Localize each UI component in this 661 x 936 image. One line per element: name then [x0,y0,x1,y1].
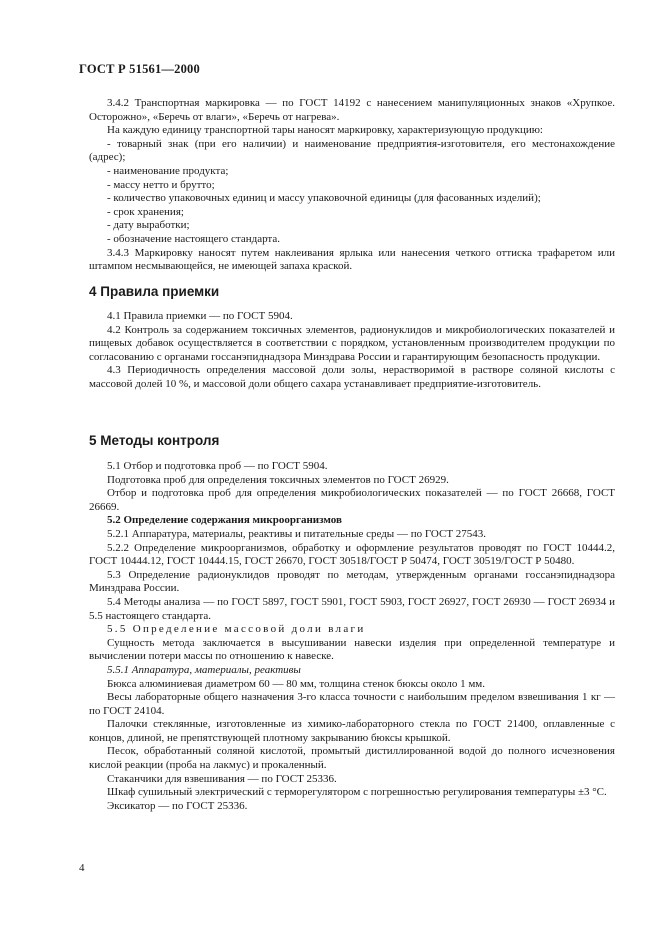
paragraph: 4.3 Периодичность определения массовой доли золы, нерастворимой в растворе соляной кислоты с массовой долей 10 %, и массовой доли общего сахара устанавливает предприятие-изготовитель. [89,364,615,390]
list-item: - товарный знак (при его наличии) и наименование предприятия-изготовителя, его местонахождение (адрес); [89,137,615,164]
list-item: Стаканчики для взвешивания — по ГОСТ 25336. [107,772,337,785]
paragraph: На каждую единицу транспортной тары наносят маркировку, характеризующую продукцию: [107,124,543,137]
paragraph: 5.3 Определение радионуклидов проводят по методам, утвержденным органами госсанэпиднадзора Минздрава России. [89,568,615,595]
list-item: - массу нетто и брутто; [107,178,215,191]
paragraph: 4.2 Контроль за содержанием токсичных элементов, радионуклидов и микробиологических показателей и пищевых добавок осуществляется в соответствии с порядком, установленным производителем продукции по согласованию с органами госсанэпиднадзора Минздрава России и гарантирующим безопасность продукции. [89,323,615,363]
page-number: 4 [79,862,85,874]
list-item: Шкаф сушильный электрический с терморегулятором с погрешностью регулирования температуры ±3 °С. [107,786,607,799]
paragraph: 3.4.3 Маркировку наносят путем наклеивания ярлыка или нанесения четкого оттиска трафаретом или штампом несмывающейся, не имеющей запаха краской. [89,246,615,273]
list-item: Песок, обработанный соляной кислотой, промытый дистиллированной водой до полного исчезновения кислой реакции (проба на лакмус) и прокаленный. [89,745,615,772]
marking-block [89,97,615,274]
subsection-heading: 5.5.1 Аппаратура, материалы, реактивы [107,663,301,676]
section-4 [89,285,615,299]
section-5-body [89,460,615,813]
section-heading: 4 Правила приемки [89,284,220,299]
paragraph: 3.4.2 Транспортная маркировка — по ГОСТ 14192 с нанесением манипуляционных знаков «Хрупкое. Осторожно», «Беречь от влаги», «Беречь от нагрева». [89,97,615,123]
paragraph: 5.1 Отбор и подготовка проб — по ГОСТ 5904. [107,460,328,472]
paragraph: Сущность метода заключается в высушивании навески изделия при определенной температуре и вычислении потери массы по отношению к навеске. [89,636,615,663]
paragraph: Подготовка проб для определения токсичных элементов по ГОСТ 26929. [107,473,449,486]
paragraph: 5.4 Методы анализа — по ГОСТ 5897, ГОСТ 5901, ГОСТ 5903, ГОСТ 26927, ГОСТ 26930 — ГОСТ 26934 и 5.5 настоящего стандарта. [89,595,615,622]
list-item: - дату выработки; [107,219,190,232]
list-item: Бюкса алюминиевая диаметром 60 — 80 мм, толщина стенок бюксы около 1 мм. [107,677,486,690]
list-item: - срок хранения; [107,205,184,218]
list-item: - обозначение настоящего стандарта. [107,232,281,245]
paragraph: Отбор и подготовка проб для определения микробиологических показателей — по ГОСТ 26668, ГОСТ 26669. [89,487,615,513]
section-4-body [89,310,615,392]
subsection-heading: 5.5 Определение массовой доли влаги [107,623,366,636]
section-5 [89,434,615,448]
list-item: - наименование продукта; [107,164,229,177]
page-header: ГОСТ Р 51561—2000 [79,62,200,76]
list-item: Эксикатор — по ГОСТ 25336. [107,799,248,812]
list-item: Палочки стеклянные, изготовленные из химико-лабораторного стекла по ГОСТ 21400, оплавленные с концов, длиной, не препятствующей плотному закрыванию бюксы крышкой. [89,718,615,744]
subsection-heading: 5.2 Определение содержания микроорганизмов [107,514,342,527]
paragraph: 4.1 Правила приемки — по ГОСТ 5904. [107,310,293,322]
list-item: Весы лабораторные общего назначения 3-го класса точности с наибольшим пределом взвешивания 1 кг — по ГОСТ 24104. [89,691,615,717]
list-item: - количество упаковочных единиц и массу упаковочной единицы (для фасованных изделий); [107,192,541,205]
paragraph: 5.2.2 Определение микроорганизмов, обработку и оформление результатов проводят по ГОСТ 10444.2, ГОСТ 10444.12, ГОСТ 10444.15, ГОСТ 26670, ГОСТ 30518/ГОСТ Р 50474, ГОСТ 30519/ГОСТ Р 50480. [89,541,615,568]
paragraph: 5.2.1 Аппаратура, материалы, реактивы и питательные среды — по ГОСТ 27543. [107,527,487,540]
section-heading: 5 Методы контроля [89,433,220,448]
